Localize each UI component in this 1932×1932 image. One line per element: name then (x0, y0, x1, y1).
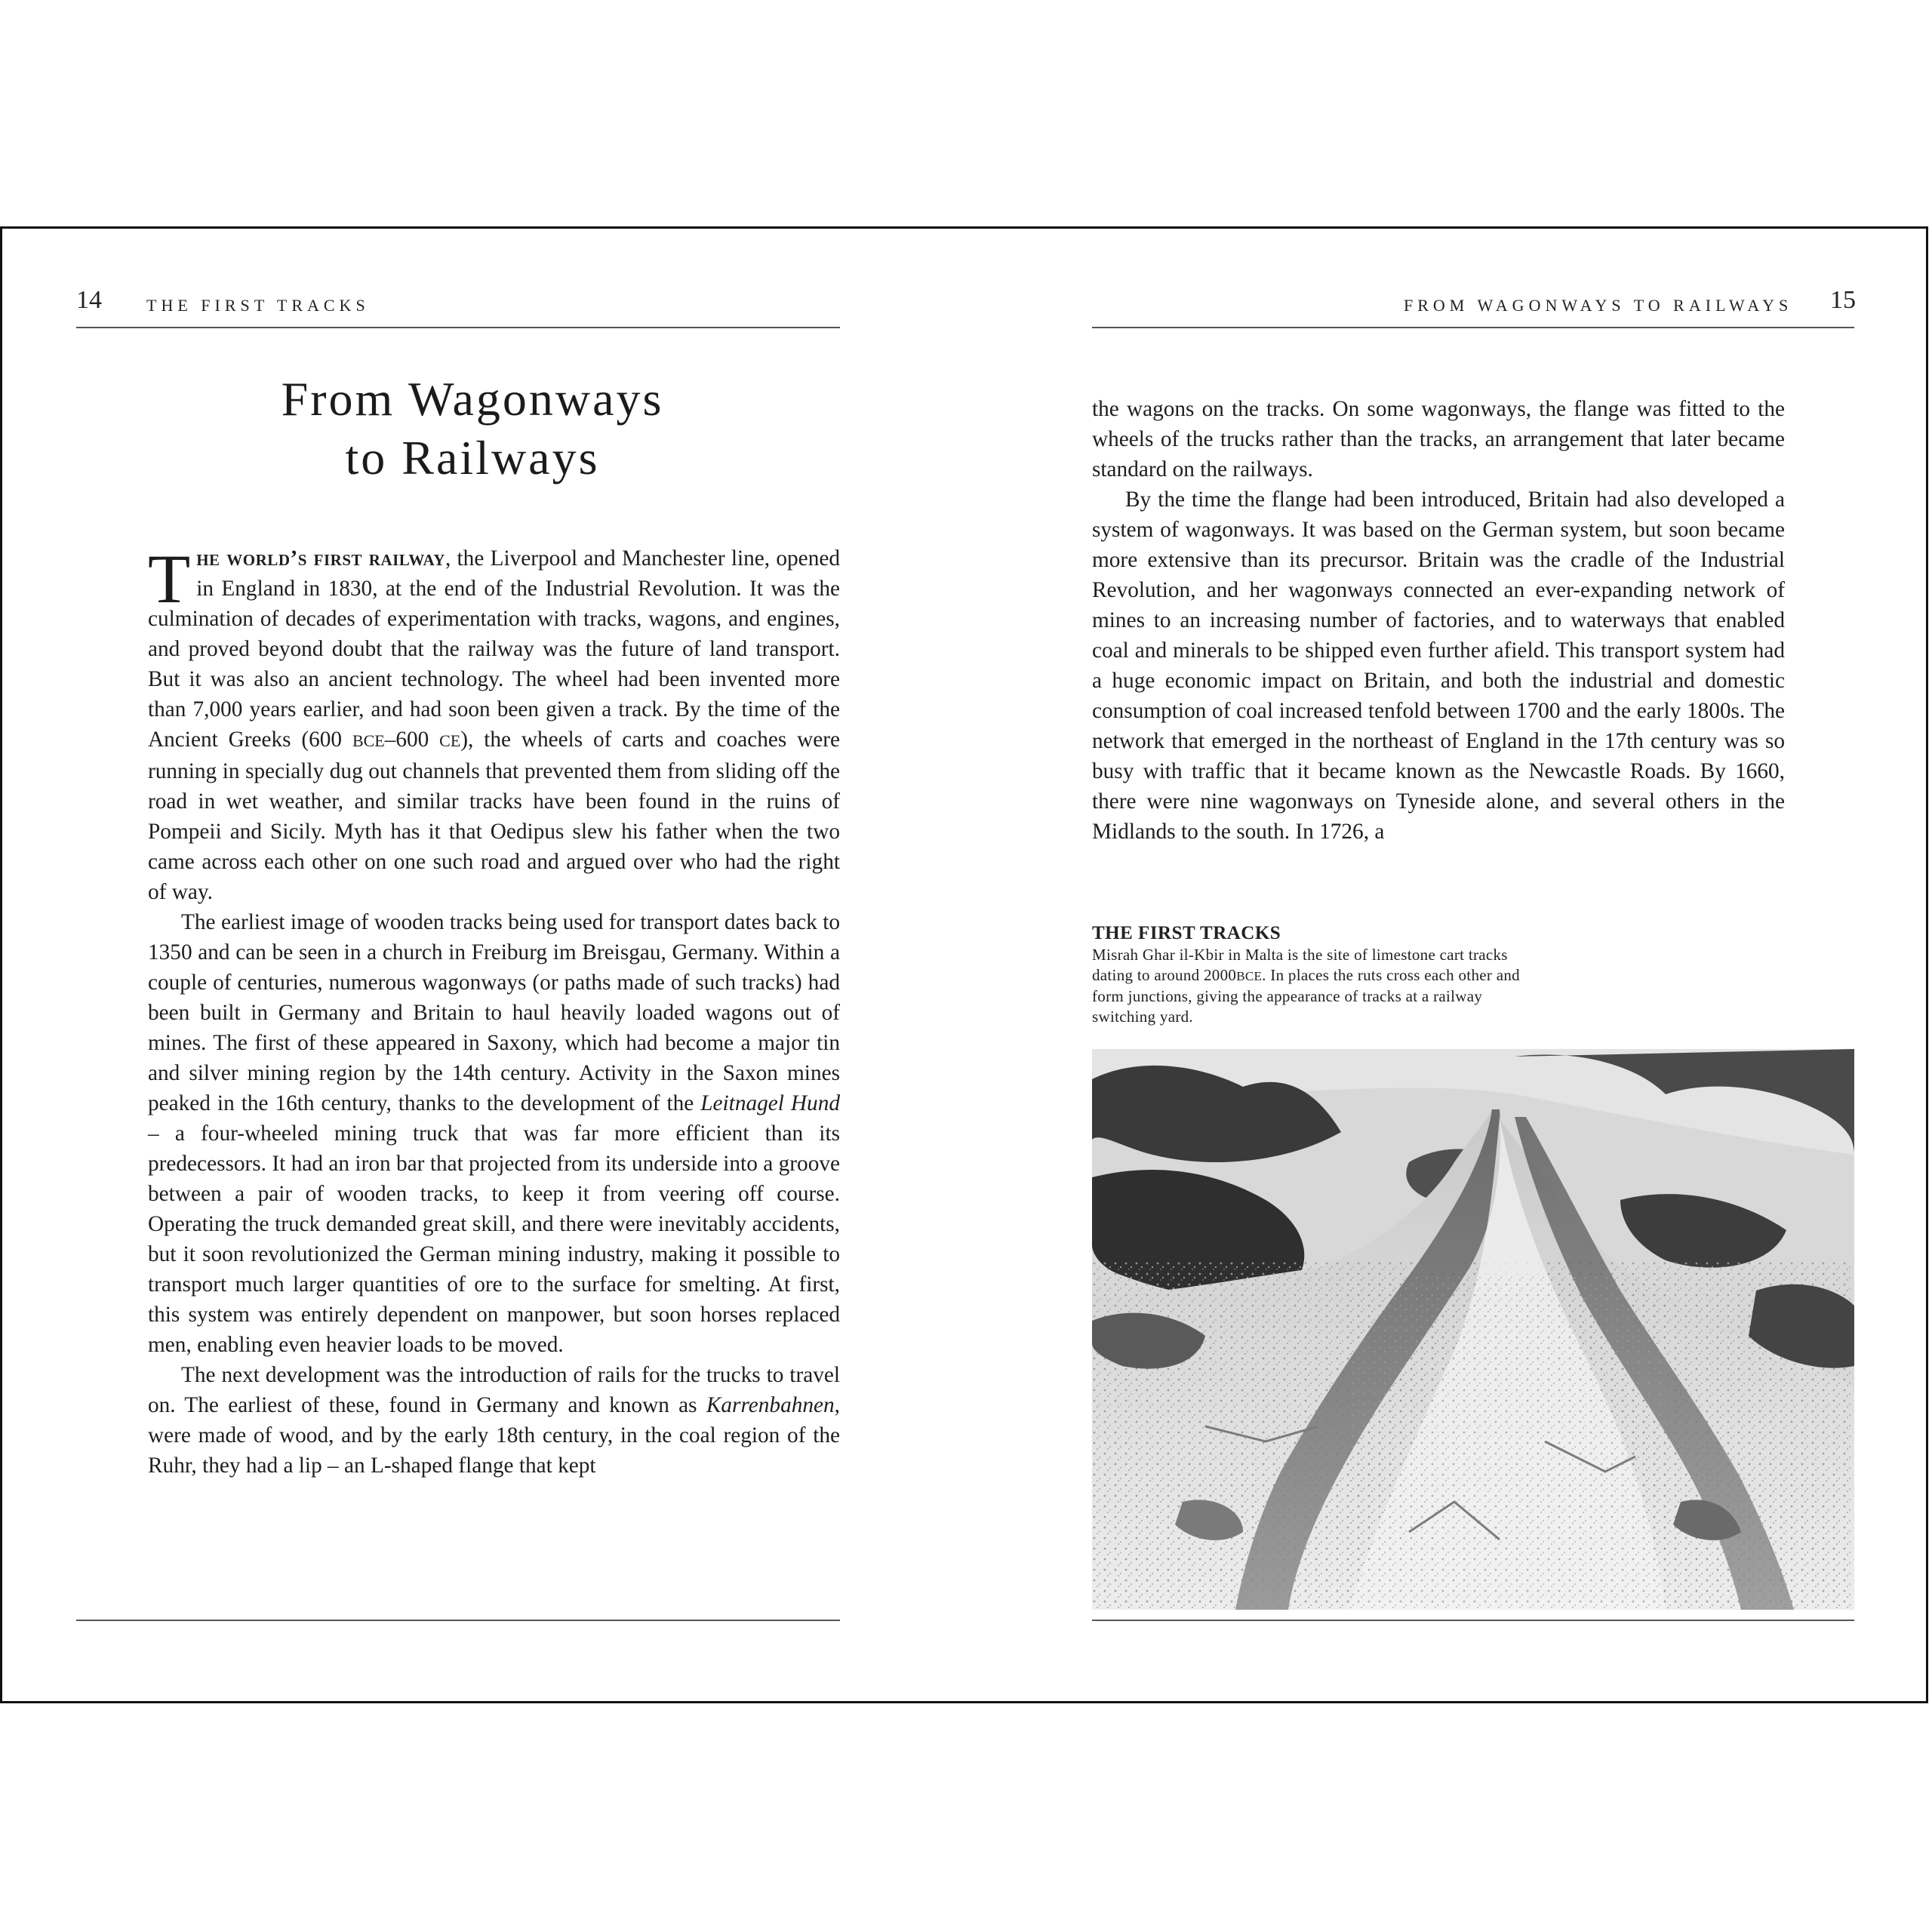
paragraph-1-text: , the Liverpool and Manchester line, opened in England in 1830, at the end of the Industrial Revolution. It was the culmination of decades of experimentation with tracks, wagons, and engines, and proved beyond doubt that the railway was the future of land transport. But it was also an ancient technology. The wheel had been invented more than 7,000 years earlier, and had soon been given a track. By the time of the Ancient Greeks (600 (148, 546, 840, 752)
title-line-2: to Railways (345, 431, 600, 485)
left-page-number: 14 (76, 286, 102, 314)
paragraph-3-end: , were made of wood, and by the early 18th century, in the coal region of the Ruhr, they had a lip – an L-shaped flange that kept (148, 1393, 840, 1478)
caption-title: THE FIRST TRACKS (1092, 923, 1281, 943)
caption-era-abbrev: BCE (1236, 969, 1263, 983)
paragraph-4: By the time the flange had been introduced, Britain had also developed a system of wagonways. It was based on the German system, but soon became more extensive than its precursor. Britain was the cradle of the Industrial Revolution, and her wagonways connected an ever-expanding network of mines to an increasing number of factories, and to waterways that enabled coal and minerals to be shipped even further afield. This transport system had a huge economic impact on Britain, and both the industrial and domestic consumption of coal increased tenfold between 1700 and the early 1800s. The network that emerged in the northeast of England in the 17th century was so busy with traffic that it became known as the Newcastle Roads. By 1660, there were nine wagonways on Tyneside alone, and several others in the Midlands to the south. In 1726, a (1092, 488, 1785, 844)
right-footer-rule (1092, 1620, 1854, 1621)
era-abbrev-ce: CE (439, 731, 461, 750)
lead-in: he world’s first railway (196, 546, 445, 571)
drop-cap: T (148, 540, 191, 617)
left-running-head: THE FIRST TRACKS (146, 296, 370, 315)
right-body-text (1092, 394, 1785, 847)
right-page-number: 15 (1830, 286, 1856, 314)
paragraph-1 (148, 540, 841, 907)
cart-ruts-photo (1092, 1049, 1854, 1610)
right-running-head: FROM WAGONWAYS TO RAILWAYS (1404, 296, 1793, 315)
italic-term: Leitnagel Hund (700, 1091, 840, 1115)
left-header-rule (76, 327, 840, 328)
left-body-text (148, 540, 841, 1481)
title-line-1: From Wagonways (281, 372, 664, 426)
caption-text-part-2: . In places the ruts cross each other and form junctions, giving the appearance of tracks at a railway switching yard. (1092, 966, 1520, 1026)
italic-term: Karrenbahnen (706, 1393, 835, 1417)
paragraph-2 (148, 907, 840, 1360)
paragraph-3-text: The next development was the introduction of rails for the trucks to travel on. The earliest of these, found in Germany and known as (148, 1363, 840, 1417)
paragraph-3 (148, 1360, 840, 1481)
paragraph-2-end: – a four-wheeled mining truck that was far more efficient than its predecessors. It had an iron bar that projected from its underside into a groove between a pair of wooden tracks, to keep it from veering off course. Operating the truck demanded great skill, and there were inevitably accidents, but it soon revolutionized the German mining industry, making it possible to transport much larger quantities of ore to the surface for smelting. At first, this system was entirely dependent on manpower, but soon horses replaced men, enabling even heavier loads to be moved. (148, 1121, 840, 1357)
cart-ruts-photo-graphic (1092, 1049, 1854, 1610)
date-range: –600 (384, 728, 429, 752)
caption-text (1092, 945, 1545, 1027)
paragraph-continued: the wagons on the tracks. On some wagonways, the flange was fitted to the wheels of the trucks rather than the tracks, an arrangement that later became standard on the railways. (1092, 397, 1785, 481)
era-abbrev-bce: BCE (352, 731, 385, 750)
paragraph-2-text: The earliest image of wooden tracks being used for transport dates back to 1350 and can be seen in a church in Freiburg im Breisgau, Germany. Within a couple of centuries, numerous wagonways (or paths made of such tracks) had been built in Germany and Britain to haul heavily loaded wagons out of mines. The first of these appeared in Saxony, which had become a major tin and silver mining region by the 14th century. Activity in the Saxon mines peaked in the 16th century, thanks to the development of the (148, 910, 840, 1115)
photo-caption (1092, 922, 1545, 1027)
paragraph-1-end: ), the wheels of carts and coaches were running in specially dug out channels that prevented them from sliding off the road in wet weather, and similar tracks have been found in the ruins of Pompeii and Sicily. Myth has it that Oedipus slew his father when the two came across each other on one such road and argued over who had the right of way. (148, 728, 841, 904)
caption-text-part-1: Misrah Ghar il-Kbir in Malta is the site of limestone cart tracks dating to around 2000 (1092, 946, 1508, 984)
left-footer-rule (76, 1620, 840, 1621)
chapter-title (148, 370, 797, 488)
right-header-rule (1092, 327, 1854, 328)
